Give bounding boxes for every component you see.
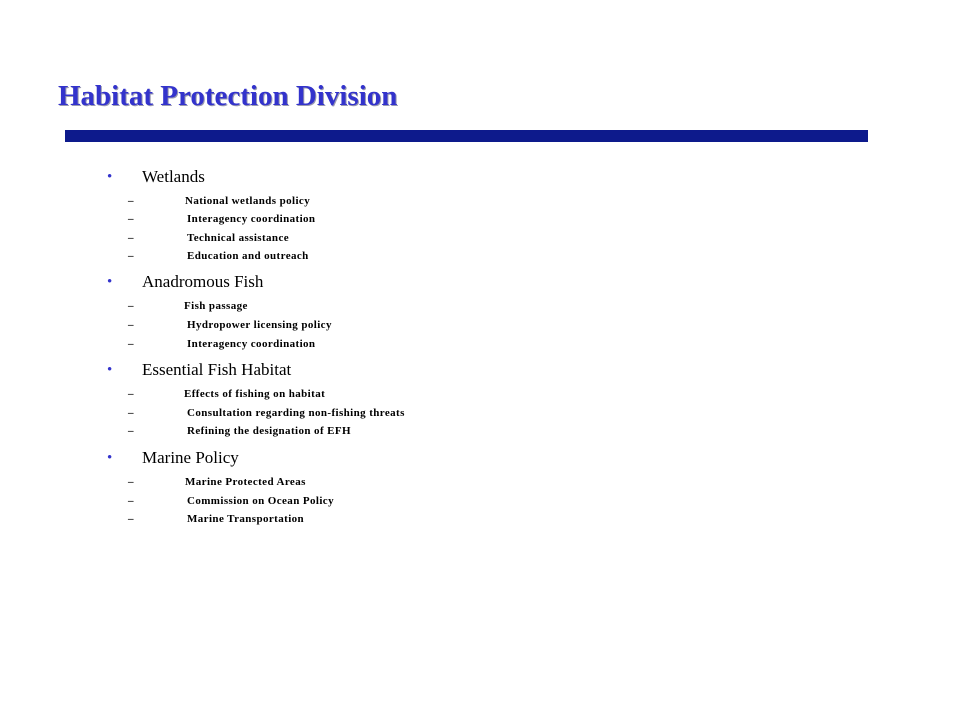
sub-item-label: Consultation regarding non-fishing threats xyxy=(187,407,405,419)
bullet-icon: • xyxy=(107,169,113,185)
dash-icon: – xyxy=(128,476,134,488)
dash-icon: – xyxy=(128,195,134,207)
sub-item-label: Technical assistance xyxy=(187,232,290,244)
dash-icon: – xyxy=(128,213,134,225)
sub-item-label: Refining the designation of EFH xyxy=(187,425,351,437)
bullet-icon: • xyxy=(107,362,113,378)
bullet-label: Essential Fish Habitat xyxy=(142,360,292,379)
sub-item-label: Marine Transportation xyxy=(187,513,305,525)
dash-icon: – xyxy=(128,388,134,400)
dash-icon: – xyxy=(128,495,134,507)
dash-icon: – xyxy=(128,513,134,525)
sub-item-label: Education and outreach xyxy=(187,250,309,262)
dash-icon: – xyxy=(128,250,134,262)
dash-icon: – xyxy=(128,232,134,244)
bullet-label: Wetlands xyxy=(142,167,205,186)
sub-item-label: National wetlands policy xyxy=(185,195,311,207)
sub-item-label: Marine Protected Areas xyxy=(185,476,306,488)
bullet-label: Marine Policy xyxy=(142,448,239,467)
dash-icon: – xyxy=(128,338,134,350)
sub-item-label: Interagency coordination xyxy=(187,213,316,225)
sub-item-label: Fish passage xyxy=(184,300,248,312)
sub-item-label: Effects of fishing on habitat xyxy=(184,388,326,400)
dash-icon: – xyxy=(128,407,134,419)
sub-item-label: Hydropower licensing policy xyxy=(187,319,332,331)
dash-icon: – xyxy=(128,300,134,312)
title-underline-bar xyxy=(65,130,868,142)
dash-icon: – xyxy=(128,319,134,331)
bullet-icon: • xyxy=(107,274,113,290)
dash-icon: – xyxy=(128,425,134,437)
sub-item-label: Commission on Ocean Policy xyxy=(187,495,334,507)
bullet-label: Anadromous Fish xyxy=(142,272,264,291)
sub-item-label: Interagency coordination xyxy=(187,338,316,350)
slide-title: Habitat Protection Division xyxy=(58,80,398,112)
bullet-icon: • xyxy=(107,450,113,466)
